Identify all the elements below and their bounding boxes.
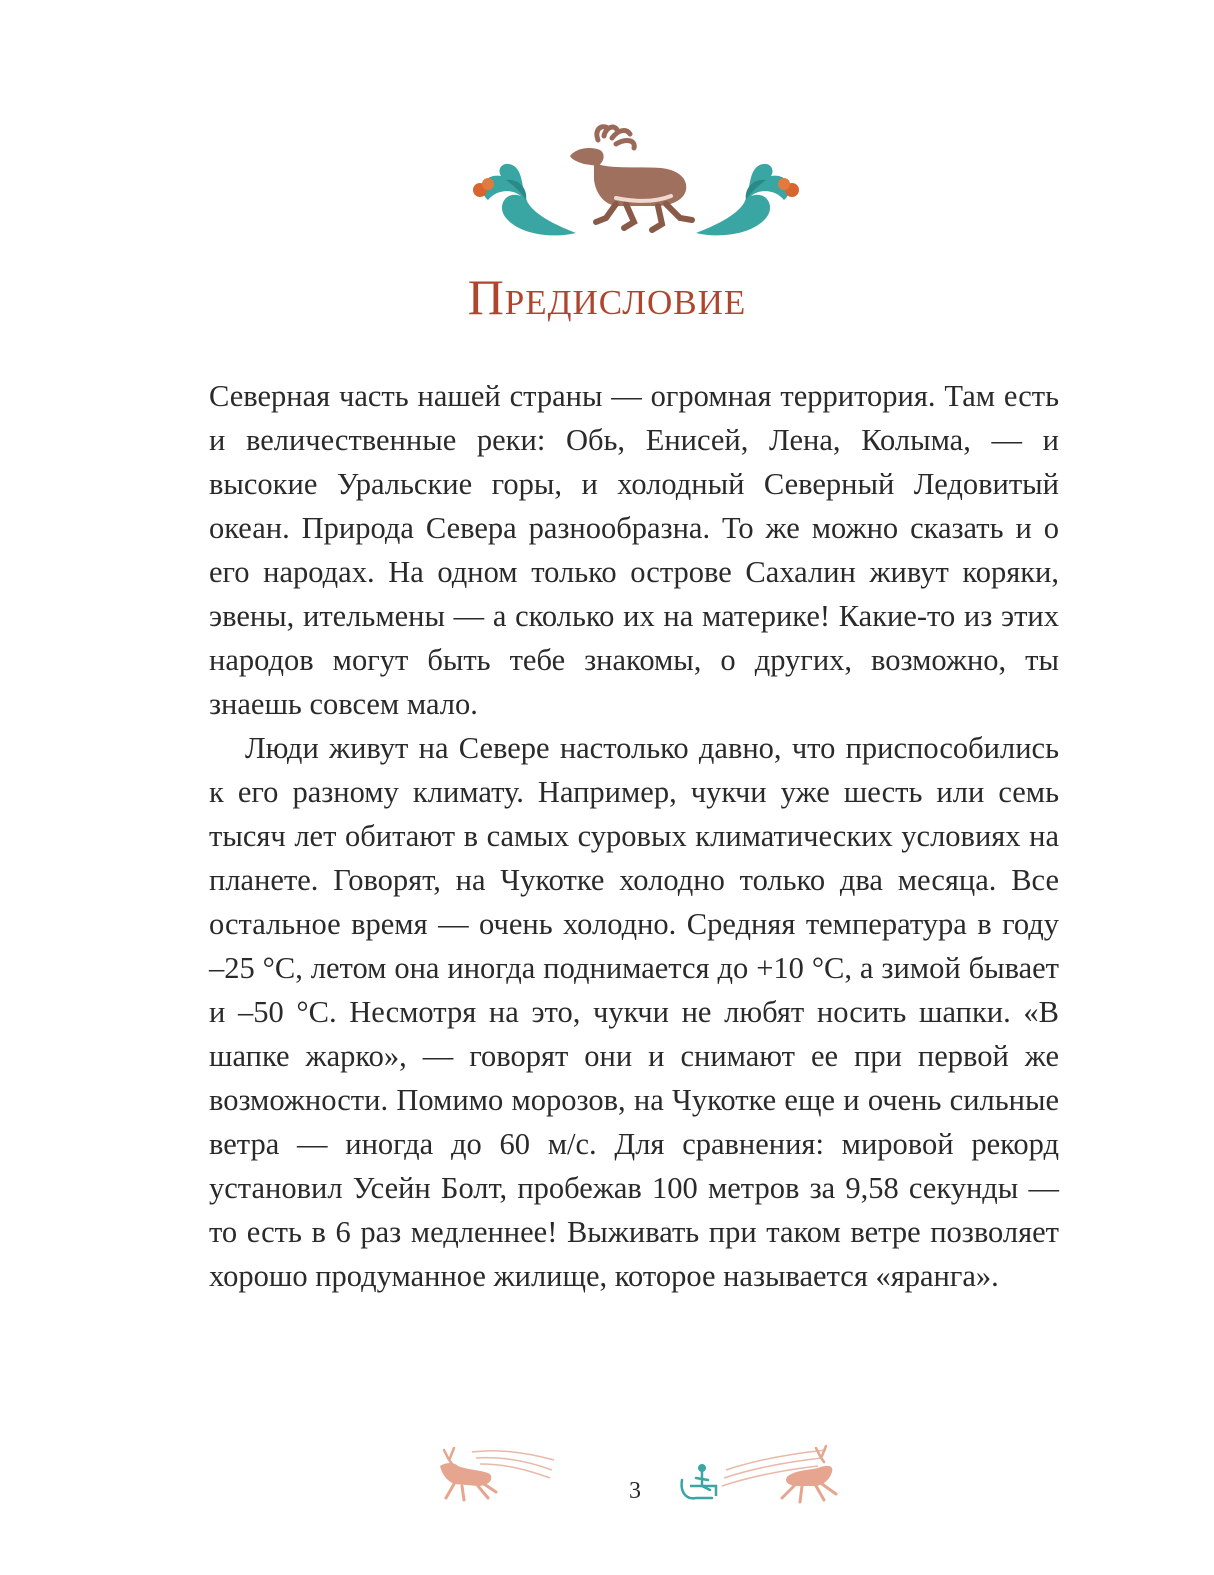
paragraph-1: Северная часть нашей страны — огромная территория. Там есть и величественные реки: Обь, Енисей, Лена, Колыма, — и высокие Уральские горы, и холодный Северный Ледовитый океан. Природа Севера разнообразна. То же можно сказать и о его народах. На одном только острове Сахалин живут коряки, эвены, ительмены — а сколько их на материке! Какие-то из этих народов могут быть тебе знакомы, о других, возможно, ты знаешь совсем мало. xyxy=(209,379,1059,721)
sled-figure-icon xyxy=(682,1464,716,1498)
reindeer-ornament-icon xyxy=(466,118,806,248)
paragraph-2: Люди живут на Севере настолько давно, что приспособились к его разному климату. Например, чукчи уже шесть или семь тысяч лет обитают в самых суровых климатических условиях на планете. Говорят, на Чукотке холодно только два месяца. Все остальное время — очень холодно. Средняя температура в году –25 °C, летом она иногда поднимается до +10 °C, а зимой бывает и –50 °C. Несмотря на это, чукчи не любят носить шапки. «В шапке жарко», — говорят они и снимают ее при первой же возможности. Помимо морозов, на Чукотке еще и очень сильные ветра — иногда до 60 м/с. Для сравнения: мировой рекорд установил Усейн Болт, пробежав 100 метров за 9,58 секунды — то есть в 6 раз медленнее! Выживать при таком ветре позволяет хорошо продуманное жилище, которое называется «яранга». xyxy=(209,731,1059,1293)
left-floral-swirl-icon xyxy=(473,164,576,235)
reindeer-icon xyxy=(570,127,692,230)
running-deer-pictogram-icon xyxy=(432,1440,557,1505)
right-floral-swirl-icon xyxy=(696,164,799,235)
deer-and-sled-pictogram-icon xyxy=(676,1440,841,1508)
page-title: Предисловие xyxy=(467,269,747,325)
body-text xyxy=(209,374,1059,1298)
page-number: 3 xyxy=(629,1478,641,1504)
